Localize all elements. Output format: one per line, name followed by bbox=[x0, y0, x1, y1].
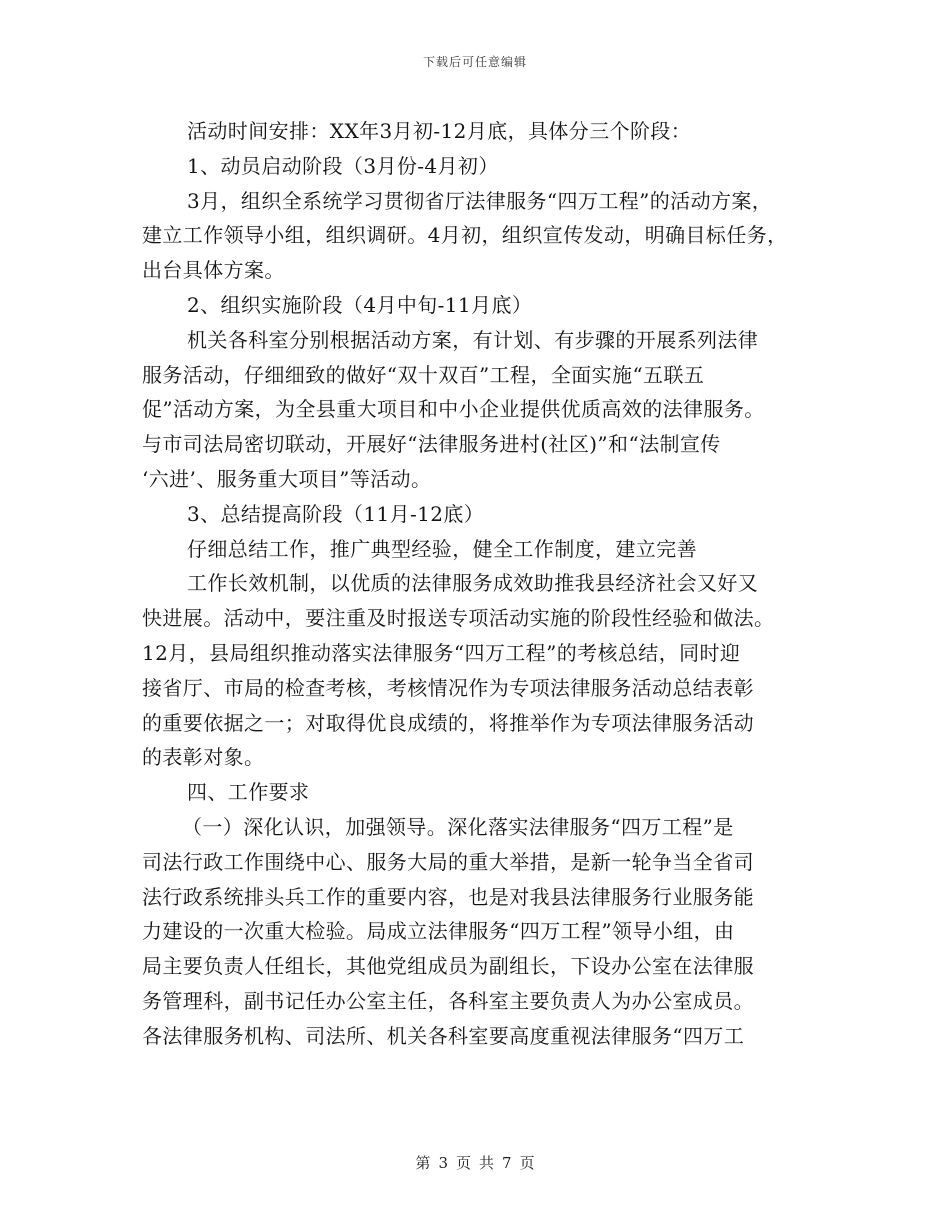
paragraph-line: 与市司法局密切联动，开展好“法律服务进村(社区)”和“法制宣传 bbox=[142, 432, 721, 457]
section-heading: 2、组织实施阶段（4月中旬-11月底） bbox=[187, 292, 533, 317]
paragraph-line: （一）深化认识，加强领导。深化落实法律服务“四万工程”是 bbox=[182, 814, 734, 839]
paragraph-line: 建立工作领导小组，组织调研。4月初，组织宣传发动，明确目标任务， bbox=[142, 223, 788, 248]
paragraph-line: 法行政系统排头兵工作的重要内容，也是对我县法律服务行业服务能 bbox=[142, 884, 754, 909]
paragraph-line: 力建设的一次重大检验。局成立法律服务“四万工程”领导小组，由 bbox=[142, 919, 735, 944]
paragraph-line: ‘六进’、服务重大项目”等活动。 bbox=[142, 466, 432, 491]
page-footer bbox=[0, 1152, 950, 1173]
footer-total-pages: 7 bbox=[502, 1154, 512, 1172]
paragraph-line: 服务活动，仔细细致的做好“双十双百”工程，全面实施“五联五 bbox=[142, 362, 705, 387]
paragraph-line: 出台具体方案。 bbox=[142, 258, 285, 283]
paragraph-line: 的重要依据之一；对取得优良成绩的，将推举作为专项法律服务活动 bbox=[142, 710, 754, 735]
paragraph-line: 12月，县局组织推动落实法律服务“四万工程”的考核总结，同时迎 bbox=[142, 640, 741, 665]
paragraph-line: 快进展。活动中，要注重及时报送专项活动实施的阶段性经验和做法。 bbox=[142, 606, 775, 631]
paragraph-line: 务管理科，副书记任办公室主任，各科室主要负责人为办公室成员。 bbox=[142, 988, 754, 1013]
paragraph-line: 接省厅、市局的检查考核，考核情况作为专项法律服务活动总结表彰 bbox=[142, 675, 754, 700]
section-heading: 四、工作要求 bbox=[187, 780, 310, 805]
footer-ye2: 页 bbox=[519, 1154, 535, 1172]
section-heading: 1、动员启动阶段（3月份-4月初） bbox=[187, 153, 499, 178]
paragraph-line: 工作长效机制，以优质的法律服务成效助推我县经济社会又好又 bbox=[187, 571, 759, 596]
paragraph-line: 促”活动方案，为全县重大项目和中小企业提供优质高效的法律服务。 bbox=[142, 397, 765, 422]
paragraph-line: 局主要负责人任组长，其他党组成员为副组长，下设办公室在法律服 bbox=[142, 954, 754, 979]
footer-page-number: 3 bbox=[438, 1154, 448, 1172]
footer-di: 第 bbox=[415, 1154, 431, 1172]
footer-ye: 页 bbox=[455, 1154, 471, 1172]
footer-gong: 共 bbox=[479, 1154, 495, 1172]
section-heading: 3、总结提高阶段（11月-12底） bbox=[187, 501, 485, 526]
paragraph-line: 活动时间安排：XX年3月初-12月底，具体分三个阶段： bbox=[187, 119, 692, 143]
document-body bbox=[142, 114, 814, 1054]
paragraph-line: 各法律服务机构、司法所、机关各科室要高度重视法律服务“四万工 bbox=[142, 1023, 745, 1048]
page-header: 下载后可任意编辑 bbox=[422, 55, 527, 69]
paragraph-line: 司法行政工作围绕中心、服务大局的重大举措，是新一轮争当全省司 bbox=[142, 849, 754, 874]
paragraph-line: 仔细总结工作，推广典型经验，健全工作制度，建立完善 bbox=[187, 536, 697, 561]
paragraph-line: 3月，组织全系统学习贯彻省厅法律服务“四万工程”的活动方案， bbox=[187, 188, 773, 213]
paragraph-line: 的表彰对象。 bbox=[142, 745, 265, 770]
paragraph-line: 机关各科室分别根据活动方案，有计划、有步骤的开展系列法律 bbox=[187, 327, 759, 352]
